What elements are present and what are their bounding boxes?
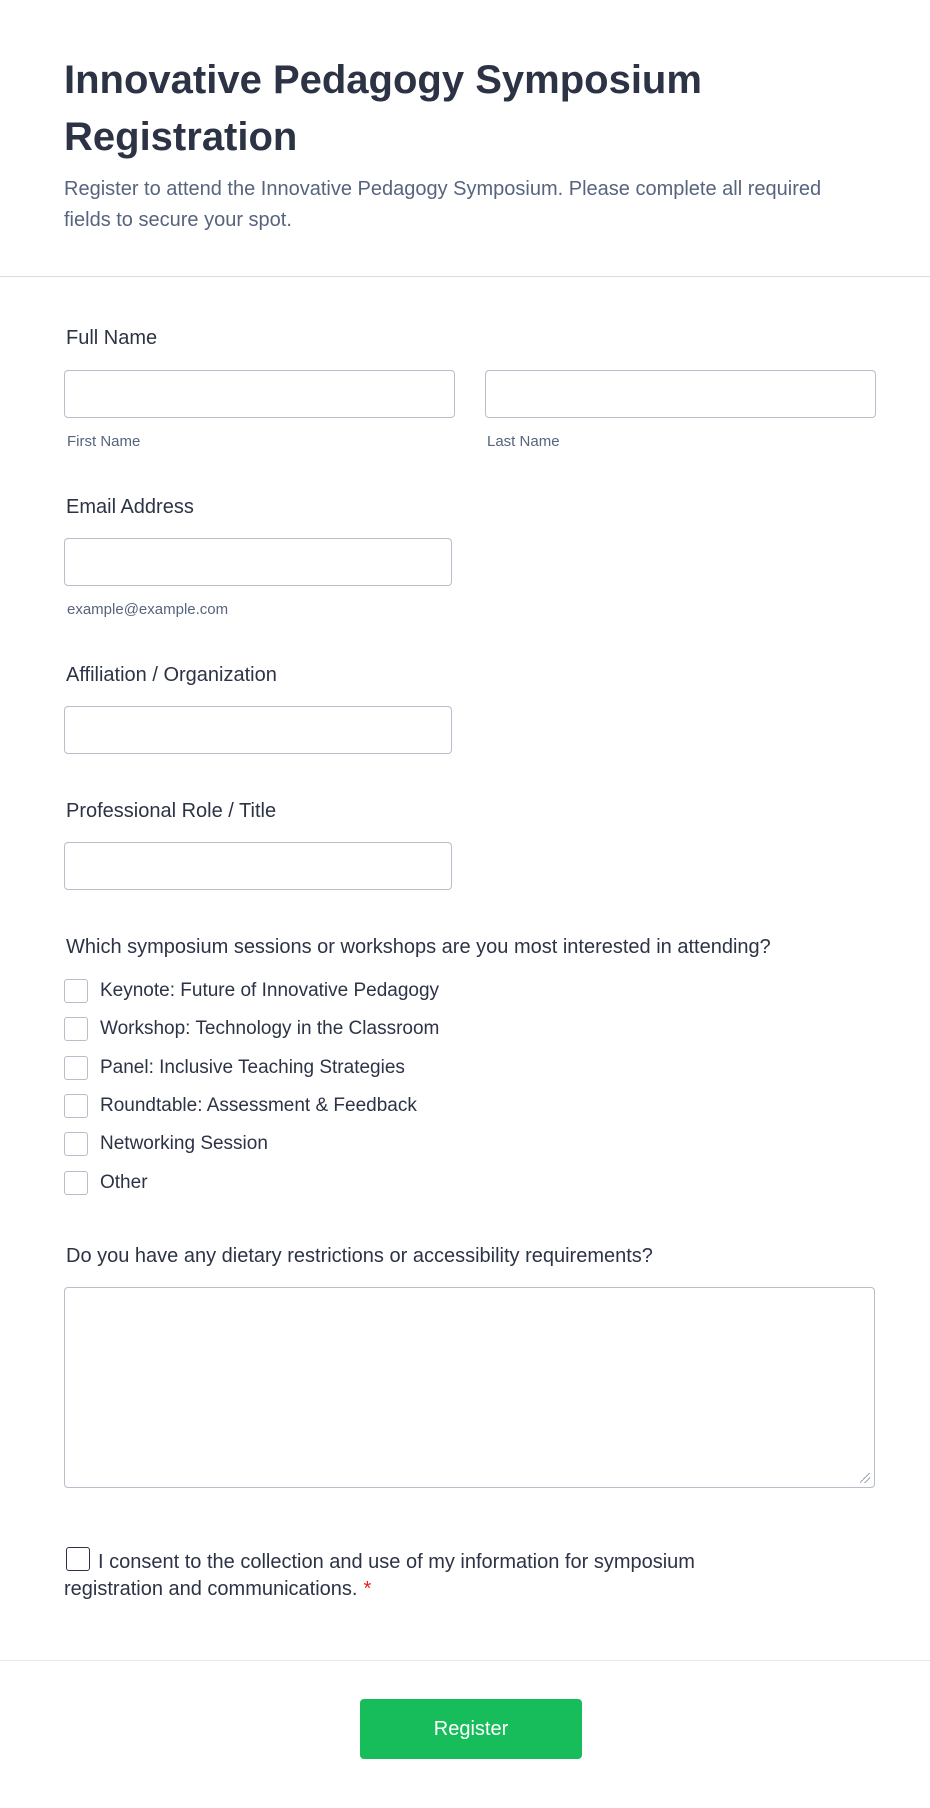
last-name-input[interactable] bbox=[485, 370, 876, 418]
session-option-label: Networking Session bbox=[100, 1133, 268, 1154]
consent-checkbox[interactable] bbox=[66, 1547, 90, 1571]
first-name-input[interactable] bbox=[64, 370, 455, 418]
session-option-workshop[interactable] bbox=[64, 1016, 439, 1042]
session-option-label: Panel: Inclusive Teaching Strategies bbox=[100, 1057, 405, 1078]
sessions-label: Which symposium sessions or workshops are you most interested in attending? bbox=[66, 936, 771, 958]
session-option-roundtable[interactable] bbox=[64, 1093, 417, 1119]
session-option-other[interactable] bbox=[64, 1170, 148, 1196]
form-header bbox=[0, 0, 930, 277]
session-option-networking[interactable] bbox=[64, 1131, 268, 1157]
page-title: Innovative Pedagogy Symposium Registration bbox=[64, 58, 702, 159]
email-sublabel: example@example.com bbox=[67, 601, 229, 618]
affiliation-label: Affiliation / Organization bbox=[66, 664, 277, 686]
checkbox[interactable] bbox=[64, 1094, 88, 1118]
session-option-label: Other bbox=[100, 1172, 148, 1193]
resize-grip-icon[interactable] bbox=[860, 1473, 870, 1483]
required-marker: * bbox=[363, 1578, 372, 1600]
checkbox[interactable] bbox=[64, 1171, 88, 1195]
role-label: Professional Role / Title bbox=[66, 800, 277, 822]
checkbox[interactable] bbox=[64, 979, 88, 1003]
checkbox[interactable] bbox=[64, 1017, 88, 1041]
form-footer bbox=[0, 1660, 930, 1808]
session-option-keynote[interactable] bbox=[64, 978, 439, 1004]
session-option-label: Workshop: Technology in the Classroom bbox=[100, 1018, 440, 1039]
affiliation-input[interactable] bbox=[64, 706, 452, 754]
email-input[interactable] bbox=[64, 538, 452, 586]
first-name-sublabel: First Name bbox=[67, 433, 141, 450]
session-option-label: Keynote: Future of Innovative Pedagogy bbox=[100, 980, 440, 1001]
last-name-sublabel: Last Name bbox=[487, 433, 560, 450]
full-name-label: Full Name bbox=[66, 327, 158, 349]
email-label: Email Address bbox=[66, 496, 194, 518]
session-option-label: Roundtable: Assessment & Feedback bbox=[100, 1095, 417, 1116]
role-input[interactable] bbox=[64, 842, 452, 890]
dietary-textarea[interactable] bbox=[64, 1287, 875, 1488]
checkbox[interactable] bbox=[64, 1056, 88, 1080]
consent-label: I consent to the collection and use of my information for symposium registration and communications. bbox=[64, 1551, 695, 1600]
page-subtitle: Register to attend the Innovative Pedagogy Symposium. Please complete all required fields to secure your spot. bbox=[64, 178, 822, 231]
dietary-label: Do you have any dietary restrictions or accessibility requirements? bbox=[66, 1245, 653, 1267]
consent-row bbox=[64, 1547, 784, 1603]
register-button[interactable]: Register bbox=[360, 1699, 582, 1759]
checkbox[interactable] bbox=[64, 1132, 88, 1156]
session-option-panel[interactable] bbox=[64, 1055, 405, 1081]
